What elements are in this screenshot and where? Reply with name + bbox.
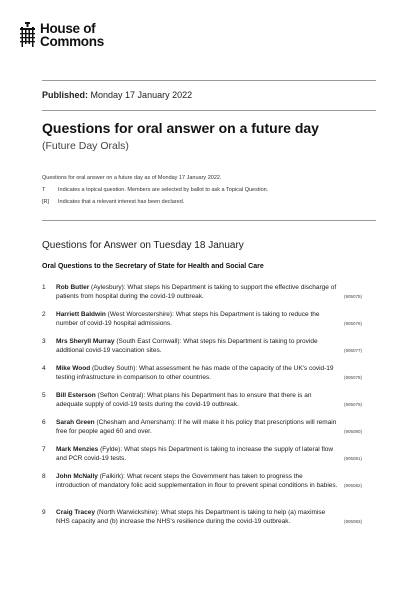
question-constituency: (Chesham and Amersham): [96,419,176,426]
question-member: Harriett Baldwin [56,311,106,318]
divider-intro [42,220,376,221]
key-description: Indicates that a relevant interest has been declared. [58,199,185,205]
house-of-commons-logo [20,22,104,48]
question-number: 2 [42,311,46,318]
key-topical [42,184,268,196]
key-symbol: [R] [42,199,50,205]
question-text: What steps his Department is taking to support the effective discharge of patients from hospital during the covid-19 outbreak. [56,284,337,300]
question-item [42,283,362,301]
question-number: 1 [42,284,46,291]
page-subtitle: (Future Day Orals) [42,140,129,152]
key-interest [42,196,268,208]
logo-line-1: House of [40,21,96,36]
question-number: 6 [42,419,46,426]
question-ref: (905081) [343,456,362,461]
question-item [42,418,362,436]
question-constituency: (Aylesbury): [91,284,126,291]
question-member: Bill Esterson [56,392,96,399]
published-line [42,90,192,100]
key-description: Indicates a topical question. Members are selected by ballot to ask a Topical Question. [58,187,269,193]
question-constituency: (Dudley South): [92,365,138,372]
question-constituency: (Sefton Central): [97,392,146,399]
portcullis-icon [20,22,35,48]
logo-line-2: Commons [40,34,104,49]
question-member: Mark Menzies [56,446,99,453]
question-text: What steps his Department is taking to help (a) maximise NHS capacity and (b) increase the NHS's resilience during the covid-19 outbreak. [56,509,326,525]
question-member: Mrs Sheryll Murray [56,338,115,345]
question-item [42,391,362,409]
section-subtitle: Oral Questions to the Secretary of State for Health and Social Care [42,263,264,270]
question-member: Rob Butler [56,284,90,291]
question-constituency: (North Warwickshire): [96,509,160,516]
question-number: 4 [42,365,46,372]
question-text: What steps his Department is taking to increase the supply of lateral flow and PCR covid-19 tests. [56,446,334,462]
question-member: Mike Wood [56,365,91,372]
question-number: 9 [42,509,46,516]
question-ref: (905083) [343,519,362,524]
question-ref: (905079) [343,402,362,407]
question-number: 5 [42,392,46,399]
published-date: Monday 17 January 2022 [90,90,193,100]
intro-block [42,172,268,208]
question-ref: (905080) [343,429,362,434]
question-item [42,472,362,490]
question-text: What recent steps the Government has taken to progress the introduction of mandatory folic acid supplementation in flour to prevent spinal conditions in babies. [56,473,338,489]
question-ref: (905082) [343,483,362,488]
question-ref: (905076) [343,321,362,326]
page-title: Questions for oral answer on a future day [42,120,319,136]
question-number: 3 [42,338,46,345]
question-constituency: (West Worcestershire): [107,311,174,318]
question-item [42,508,362,526]
question-constituency: (Falkirk): [99,473,125,480]
question-item [42,337,362,355]
question-item [42,310,362,328]
key-symbol: T [42,187,46,193]
divider-published [42,110,376,111]
intro-text: Questions for oral answer on a future day as of Monday 17 January 2022. [42,175,222,181]
question-ref: (905075) [343,294,362,299]
published-label: Published: [42,90,89,100]
question-number: 7 [42,446,46,453]
question-item [42,445,362,463]
question-text: What steps his Department is taking to reduce the number of covid-19 hospital admissions. [56,311,320,327]
section-title: Questions for Answer on Tuesday 18 January [42,240,244,251]
question-constituency: (South East Cornwall): [116,338,182,345]
question-number: 8 [42,473,46,480]
question-text: If he will make it his policy that prescriptions will remain free for people aged 60 and over. [56,419,337,435]
question-text: What plans his Department has to ensure that there is an adequate supply of covid-19 tests during the covid-19 outbreak. [56,392,312,408]
question-member: Craig Tracey [56,509,96,516]
question-member: John McNally [56,473,98,480]
question-text: What steps his Department is taking to provide additional covid-19 vaccination sites. [56,338,318,354]
question-constituency: (Fylde): [100,446,123,453]
question-member: Sarah Green [56,419,95,426]
question-text: What assessment he has made of the capacity of the UK's covid-19 testing infrastructure in comparison to other countries. [56,365,334,381]
question-ref: (905077) [343,348,362,353]
question-ref: (905078) [343,375,362,380]
question-item [42,364,362,382]
divider-top [42,80,376,81]
